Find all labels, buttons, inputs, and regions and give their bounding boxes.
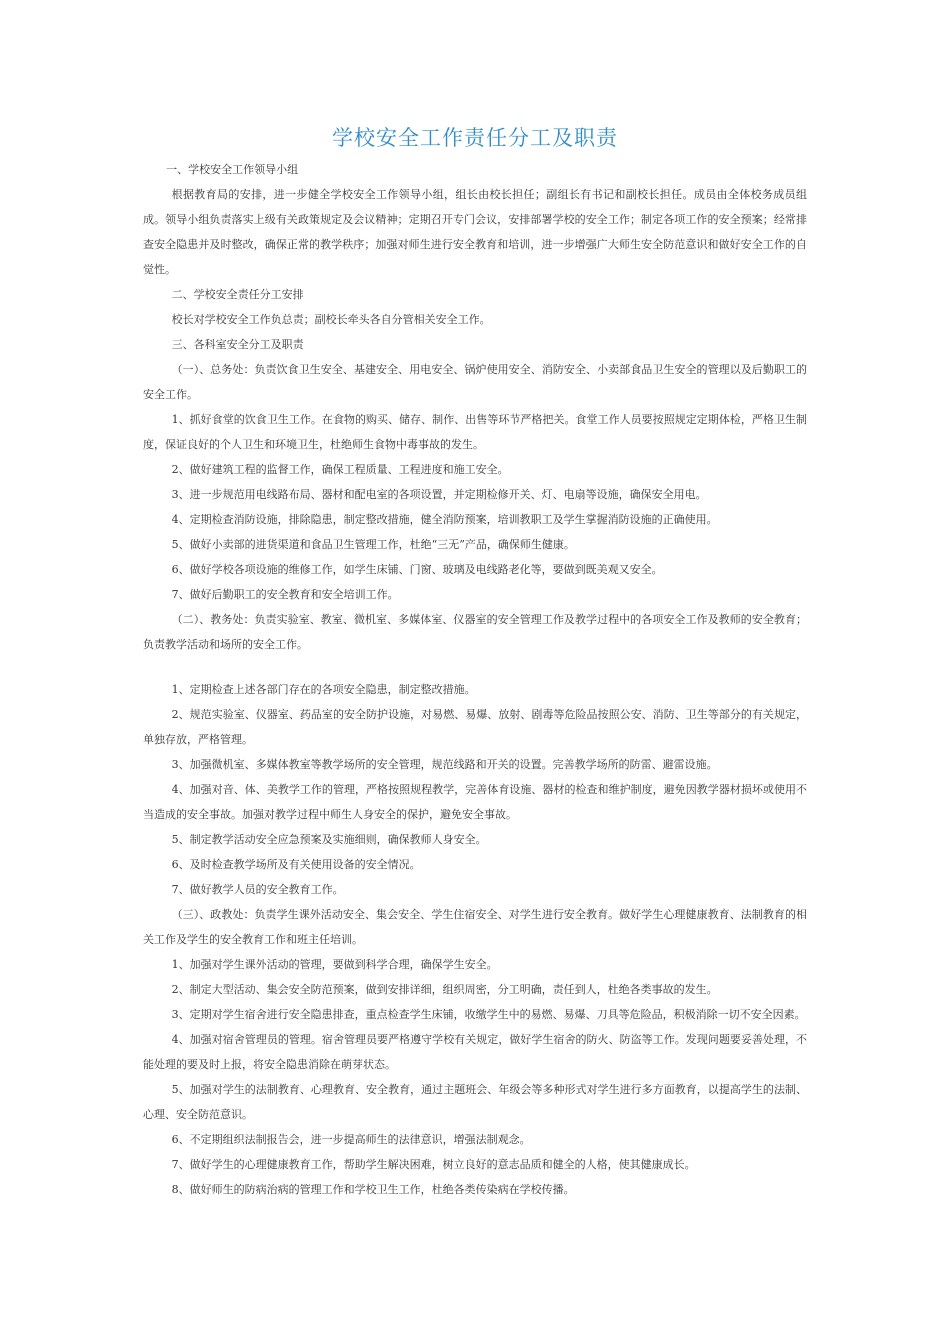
paragraph: 3、进一步规范用电线路布局、器材和配电室的各项设置，并定期检修开关、灯、电扇等设施，确保安全用电。: [171, 488, 707, 501]
paragraph: 5、加强对学生的法制教育、心理教育、安全教育，通过主题班会、年级会等多种形式对学生进行多方面教育，以提高学生的法制、心理、安全防范意识。: [143, 1083, 807, 1121]
paragraph: 4、定期检查消防设施，排除隐患，制定整改措施，健全消防预案，培训教职工及学生掌握消防设施的正确使用。: [171, 513, 718, 526]
paragraph: （二）、教务处：负责实验室、教室、微机室、多媒体室、仪器室的安全管理工作及教学过程中的各项安全工作及教师的安全教育；负责教学活动和场所的安全工作。: [143, 613, 807, 651]
paragraph: 1、抓好食堂的饮食卫生工作。在食物的购买、储存、制作、出售等环节严格把关。食堂工作人员要按照规定定期体检，严格卫生制度，保证良好的个人卫生和环境卫生，杜绝师生食物中毒事故的发生。: [143, 413, 807, 451]
paragraph: 3、定期对学生宿舍进行安全隐患排查，重点检查学生床铺，收缴学生中的易燃、易爆、刀具等危险品，积极消除一切不安全因素。: [171, 1008, 806, 1021]
paragraph: 2、做好建筑工程的监督工作，确保工程质量、工程进度和施工安全。: [171, 463, 509, 476]
paragraph: 三、各科室安全分工及职责: [171, 338, 304, 351]
paragraph: 7、做好后勤职工的安全教育和安全培训工作。: [171, 588, 399, 601]
paragraph: 5、制定教学活动安全应急预案及实施细则，确保教师人身安全。: [171, 833, 487, 846]
paragraph: 6、及时检查教学场所及有关使用设备的安全情况。: [171, 858, 421, 871]
paragraph: 7、做好学生的心理健康教育工作，帮助学生解决困难，树立良好的意志品质和健全的人格，使其健康成长。: [171, 1158, 696, 1171]
paragraph: 二、学校安全责任分工安排: [171, 288, 304, 301]
paragraph: 1、定期检查上述各部门存在的各项安全隐患，制定整改措施。: [171, 683, 476, 696]
paragraph: 2、规范实验室、仪器室、药品室的安全防护设施，对易燃、易爆、放射、剧毒等危险品按照公安、消防、卫生等部分的有关规定，单独存放，严格管理。: [143, 708, 807, 746]
paragraph: 4、加强对音、体、美教学工作的管理，严格按照规程教学，完善体育设施、器材的检查和维护制度，避免因教学器材损坏或使用不当造成的安全事故。加强对教学过程中师生人身安全的保护，避免安全事故。: [143, 783, 807, 821]
paragraph: 3、加强微机室、多媒体教室等教学场所的安全管理，规范线路和开关的设置。完善教学场所的防雷、避雷设施。: [171, 758, 718, 771]
section-heading: 一、学校安全工作领导小组: [166, 163, 299, 176]
document-body: [143, 157, 807, 1202]
paragraph: 2、制定大型活动、集会安全防范预案，做到安排详细，组织周密，分工明确，责任到人，杜绝各类事故的发生。: [171, 983, 718, 996]
paragraph-spacer: [143, 657, 807, 677]
paragraph: 校长对学校安全工作负总责；副校长牵头各自分管相关安全工作。: [171, 313, 491, 326]
paragraph: 8、做好师生的防病治病的管理工作和学校卫生工作，杜绝各类传染病在学校传播。: [171, 1183, 575, 1196]
paragraph: 1、加强对学生课外活动的管理，要做到科学合理，确保学生安全。: [171, 958, 498, 971]
paragraph: 7、做好教学人员的安全教育工作。: [171, 883, 344, 896]
paragraph: 5、做好小卖部的进货渠道和食品卫生管理工作，杜绝“三无”产品，确保师生健康。: [171, 538, 575, 551]
paragraph: 4、加强对宿舍管理员的管理。宿舍管理员要严格遵守学校有关规定，做好学生宿舍的防火、防盗等工作。发现问题要妥善处理，不能处理的要及时上报，将安全隐患消除在萌芽状态。: [143, 1033, 807, 1071]
document-title: 学校安全工作责任分工及职责: [332, 126, 618, 150]
paragraph: （三）、政教处：负责学生课外活动安全、集会安全、学生住宿安全、对学生进行安全教育。做好学生心理健康教育、法制教育的相关工作及学生的安全教育工作和班主任培训。: [143, 908, 807, 946]
paragraph: 6、不定期组织法制报告会，进一步提高师生的法律意识，增强法制观念。: [171, 1133, 531, 1146]
paragraph: 根据教育局的安排，进一步健全学校安全工作领导小组，组长由校长担任；副组长有书记和副校长担任。成员由全体校务成员组成。领导小组负责落实上级有关政策规定及会议精神；定期召开专门会议，安排部署学校的安全工作；制定各项工作的安全预案；经常排查安全隐患并及时整改，确保正常的教学秩序；加强对师生进行安全教育和培训，进一步增强广大师生安全防范意识和做好安全工作的自觉性。: [143, 188, 807, 276]
paragraph: （一）、总务处：负责饮食卫生安全、基建安全、用电安全、锅炉使用安全、消防安全、小卖部食品卫生安全的管理以及后勤职工的安全工作。: [143, 363, 807, 401]
paragraph: 6、做好学校各项设施的维修工作，如学生床铺、门窗、玻璃及电线路老化等，要做到既美观又安全。: [171, 563, 663, 576]
